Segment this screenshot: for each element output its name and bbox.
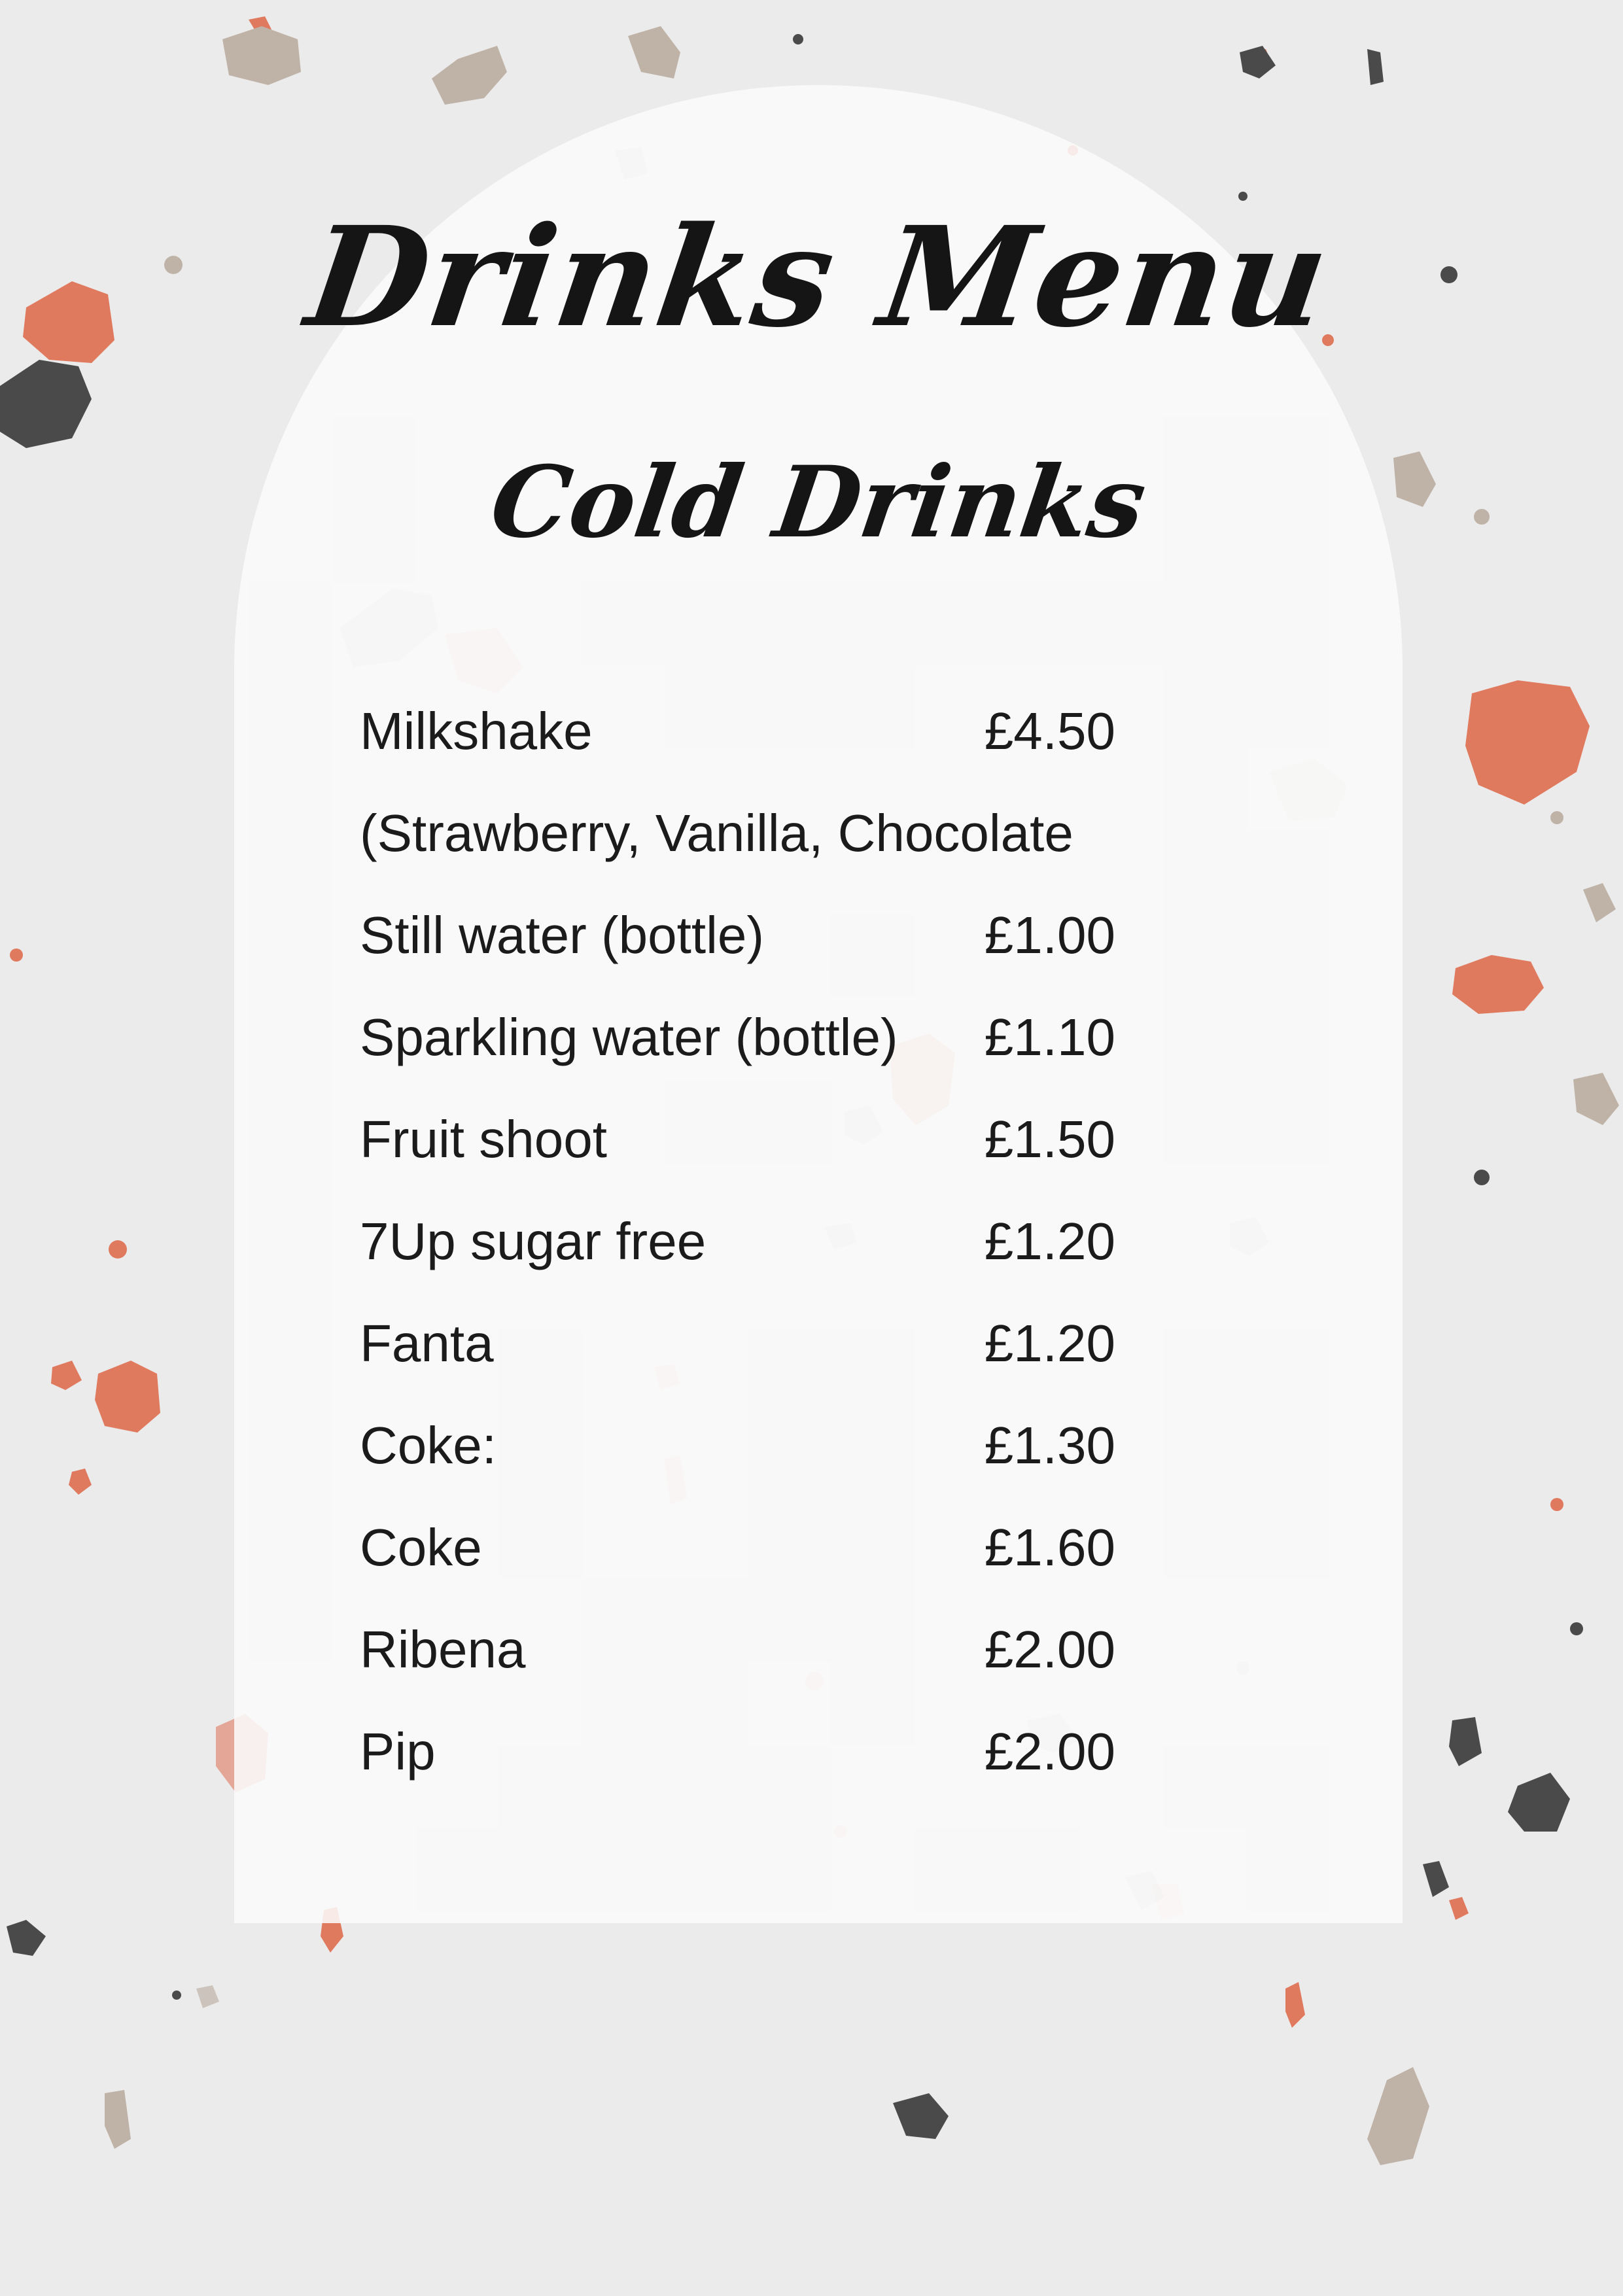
terrazzo-chip bbox=[1573, 1073, 1619, 1125]
item-price: £1.20 bbox=[984, 1314, 1115, 1372]
terrazzo-chip bbox=[1452, 955, 1544, 1014]
item-name: Milkshake bbox=[360, 702, 593, 760]
terrazzo-chip bbox=[1449, 1897, 1469, 1920]
item-price: £2.00 bbox=[984, 1620, 1115, 1679]
item-name: Sparkling water (bottle) bbox=[360, 1008, 898, 1066]
section-title-cold-drinks: Cold Drinks bbox=[484, 445, 1153, 560]
terrazzo-chip bbox=[893, 2093, 949, 2139]
menu-item-milkshake-flavours bbox=[360, 782, 1145, 884]
terrazzo-chip bbox=[51, 1361, 82, 1390]
item-name: Pip bbox=[360, 1722, 436, 1781]
terrazzo-chip bbox=[172, 1991, 181, 2000]
item-price: £4.50 bbox=[984, 702, 1115, 760]
terrazzo-chip bbox=[1423, 1861, 1449, 1897]
item-name: Coke: bbox=[360, 1416, 497, 1474]
item-name: Ribena bbox=[360, 1620, 526, 1679]
terrazzo-chip bbox=[69, 1469, 92, 1495]
terrazzo-chip bbox=[1367, 2067, 1429, 2165]
menu-item-pip bbox=[360, 1701, 1145, 1803]
terrazzo-chip bbox=[1440, 266, 1457, 283]
item-price: £1.60 bbox=[984, 1518, 1115, 1576]
menu-item-sparkling-water bbox=[360, 986, 1145, 1088]
item-price: £1.30 bbox=[984, 1416, 1115, 1474]
item-name: Coke bbox=[360, 1518, 482, 1576]
menu-item-coke-colon bbox=[360, 1395, 1145, 1497]
terrazzo-chip bbox=[1550, 811, 1563, 824]
terrazzo-chip bbox=[1583, 883, 1616, 922]
terrazzo-chip bbox=[109, 1240, 127, 1259]
menu-item-ribena bbox=[360, 1599, 1145, 1701]
menu-item-fanta bbox=[360, 1293, 1145, 1395]
terrazzo-chip bbox=[1474, 1170, 1490, 1185]
terrazzo-chip bbox=[196, 1985, 219, 2008]
terrazzo-chip bbox=[1508, 1773, 1570, 1832]
terrazzo-chip bbox=[432, 46, 507, 105]
item-name: Fruit shoot bbox=[360, 1110, 607, 1168]
menu-title: Drinks Menu bbox=[298, 196, 1339, 358]
terrazzo-chip bbox=[628, 26, 680, 78]
item-price: £1.20 bbox=[984, 1212, 1115, 1270]
terrazzo-chip bbox=[23, 281, 114, 363]
terrazzo-chip bbox=[793, 34, 803, 44]
menu-item-still-water bbox=[360, 884, 1145, 986]
terrazzo-chip bbox=[1465, 680, 1590, 805]
menu-item-milkshake bbox=[360, 680, 1145, 782]
menu-item-fruit-shoot bbox=[360, 1088, 1145, 1191]
menu-item-7up-sugar-free bbox=[360, 1191, 1145, 1293]
item-price: £1.50 bbox=[984, 1110, 1115, 1168]
item-price: £1.10 bbox=[984, 1008, 1115, 1066]
terrazzo-chip bbox=[1449, 1717, 1482, 1766]
terrazzo-chip bbox=[1570, 1622, 1583, 1635]
item-name: (Strawberry, Vanilla, Chocolate bbox=[360, 804, 1073, 862]
item-name: 7Up sugar free bbox=[360, 1212, 707, 1270]
terrazzo-chip bbox=[222, 26, 301, 85]
item-name: Fanta bbox=[360, 1314, 494, 1372]
terrazzo-chip bbox=[105, 2090, 131, 2149]
terrazzo-chip bbox=[95, 1361, 160, 1433]
terrazzo-chip bbox=[164, 256, 183, 274]
terrazzo-chip bbox=[1367, 49, 1384, 85]
terrazzo-chip bbox=[1285, 1982, 1305, 2028]
terrazzo-chip bbox=[7, 1920, 46, 1956]
menu-item-coke bbox=[360, 1497, 1145, 1599]
drinks-list bbox=[360, 680, 1145, 1803]
item-price: £2.00 bbox=[984, 1722, 1115, 1781]
terrazzo-chip bbox=[1550, 1498, 1563, 1511]
terrazzo-chip bbox=[0, 360, 92, 448]
terrazzo-chip bbox=[1240, 46, 1276, 78]
item-price: £1.00 bbox=[984, 906, 1115, 964]
terrazzo-chip bbox=[10, 948, 23, 962]
terrazzo-chip bbox=[1474, 509, 1490, 525]
item-name: Still water (bottle) bbox=[360, 906, 764, 964]
